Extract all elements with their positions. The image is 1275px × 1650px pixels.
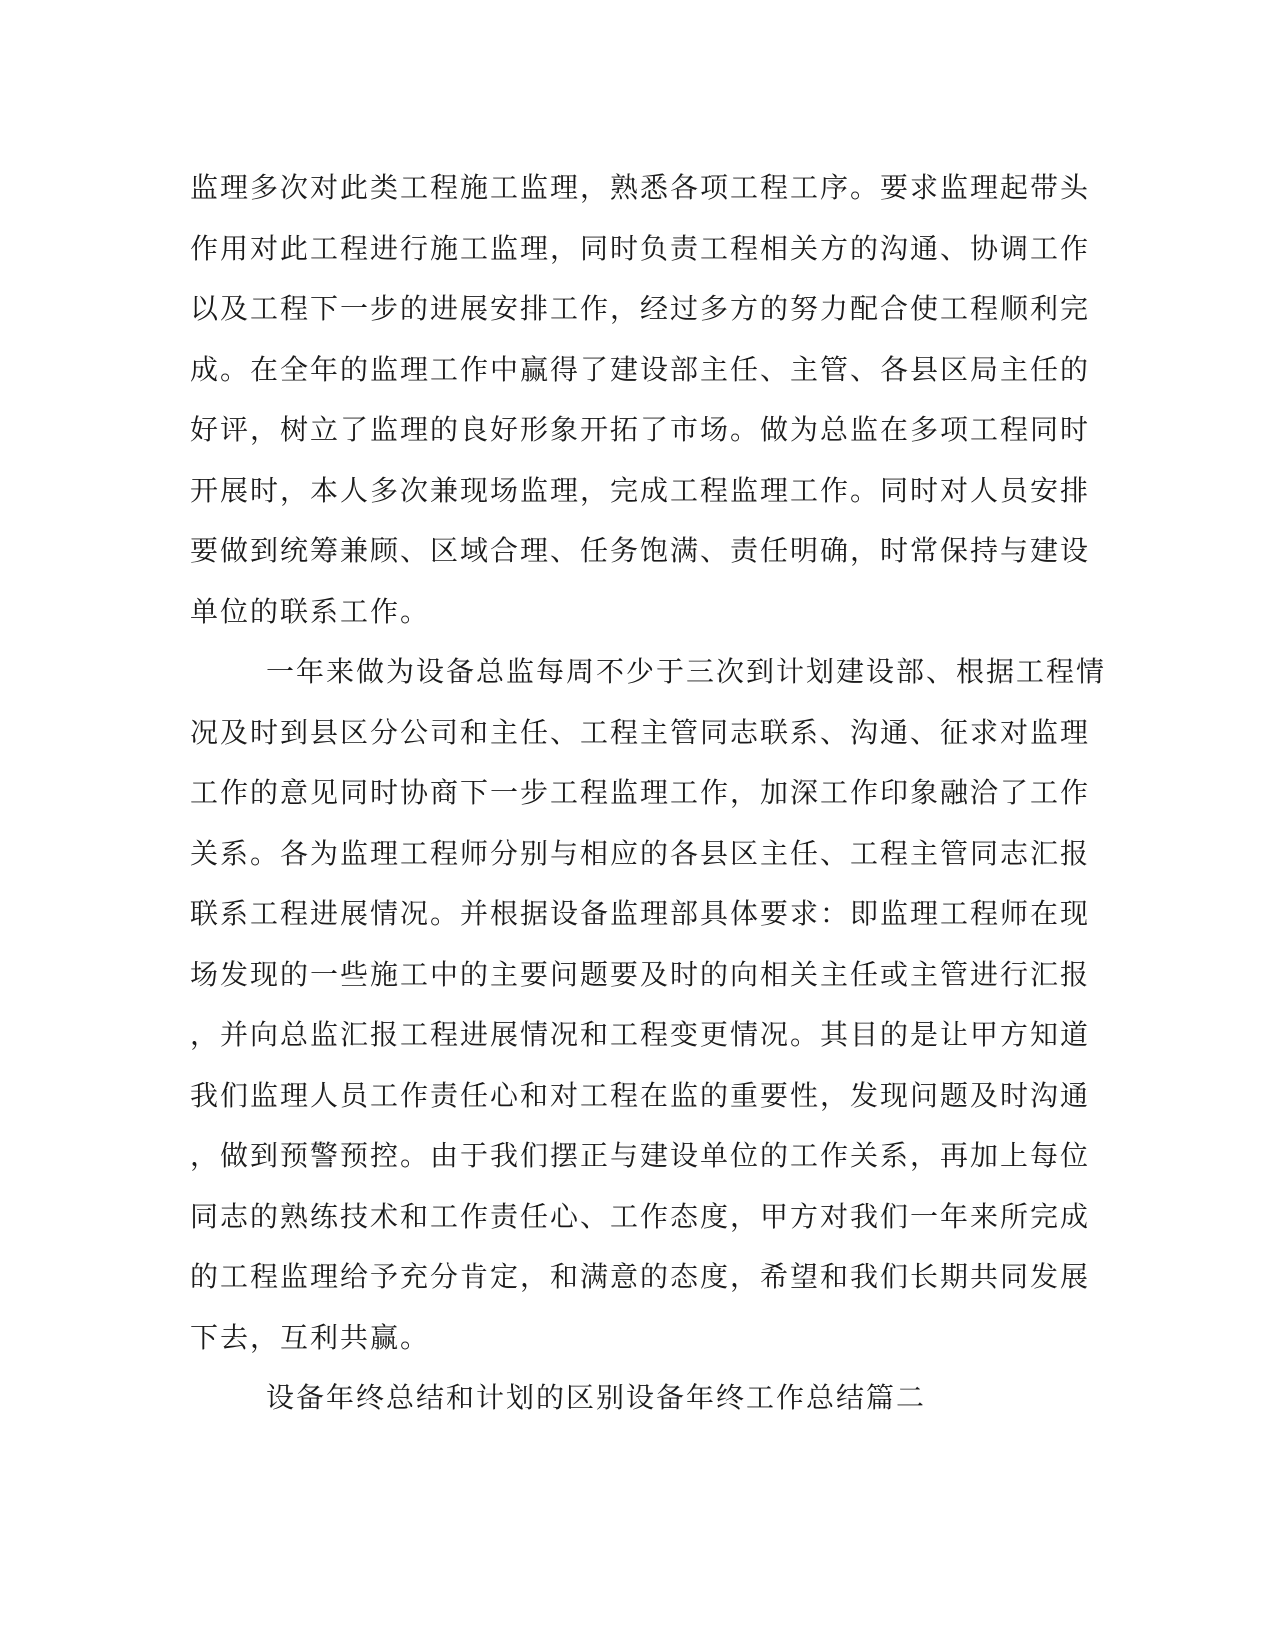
text-line: 工作的意见同时协商下一步工程监理工作，加深工作印象融洽了工作 <box>190 776 1091 809</box>
text-line: 一年来做为设备总监每周不少于三次到计划建设部、根据工程情 <box>266 655 1107 688</box>
section-heading: 设备年终总结和计划的区别设备年终工作总结篇二 <box>266 1381 927 1414</box>
text-line: 监理多次对此类工程施工监理，熟悉各项工程工序。要求监理起带头 <box>190 171 1091 204</box>
text-line: 好评，树立了监理的良好形象开拓了市场。做为总监在多项工程同时 <box>190 413 1091 446</box>
text-line: 我们监理人员工作责任心和对工程在监的重要性，发现问题及时沟通 <box>190 1078 1091 1112</box>
text-line: 关系。各为监理工程师分别与相应的各县区主任、工程主管同志汇报 <box>190 836 1091 870</box>
paragraph-1 <box>190 158 1090 642</box>
paragraph-2 <box>190 642 1107 1368</box>
text-line: 的工程监理给予充分肯定，和满意的态度，希望和我们长期共同发展 <box>190 1260 1091 1293</box>
text-line: 开展时，本人多次兼现场监理，完成工程监理工作。同时对人员安排 <box>190 473 1091 507</box>
text-line: 场发现的一些施工中的主要问题要及时的向相关主任或主管进行汇报 <box>190 957 1091 991</box>
text-line: ，做到预警预控。由于我们摆正与建设单位的工作关系，再加上每位 <box>190 1139 1091 1172</box>
text-line: 成。在全年的监理工作中赢得了建设部主任、主管、各县区局主任的 <box>190 352 1091 386</box>
text-line: 联系工程进展情况。并根据设备监理部具体要求：即监理工程师在现 <box>190 897 1091 930</box>
paragraph-3-heading <box>190 1368 1090 1429</box>
text-line: 同志的熟练技术和工作责任心、工作态度，甲方对我们一年来所完成 <box>190 1199 1091 1233</box>
text-line: 下去，互利共赢。 <box>190 1320 431 1354</box>
body-text <box>190 158 1107 1429</box>
text-line: 以及工程下一步的进展安排工作，经过多方的努力配合使工程顺利完 <box>190 292 1091 325</box>
text-line: 作用对此工程进行施工监理，同时负责工程相关方的沟通、协调工作 <box>190 231 1091 265</box>
text-line: 要做到统筹兼顾、区域合理、任务饱满、责任明确，时常保持与建设 <box>190 534 1091 567</box>
text-line: 单位的联系工作。 <box>190 594 431 628</box>
text-line: ，并向总监汇报工程进展情况和工程变更情况。其目的是让甲方知道 <box>190 1018 1091 1051</box>
text-line: 况及时到县区分公司和主任、工程主管同志联系、沟通、征求对监理 <box>190 715 1091 749</box>
